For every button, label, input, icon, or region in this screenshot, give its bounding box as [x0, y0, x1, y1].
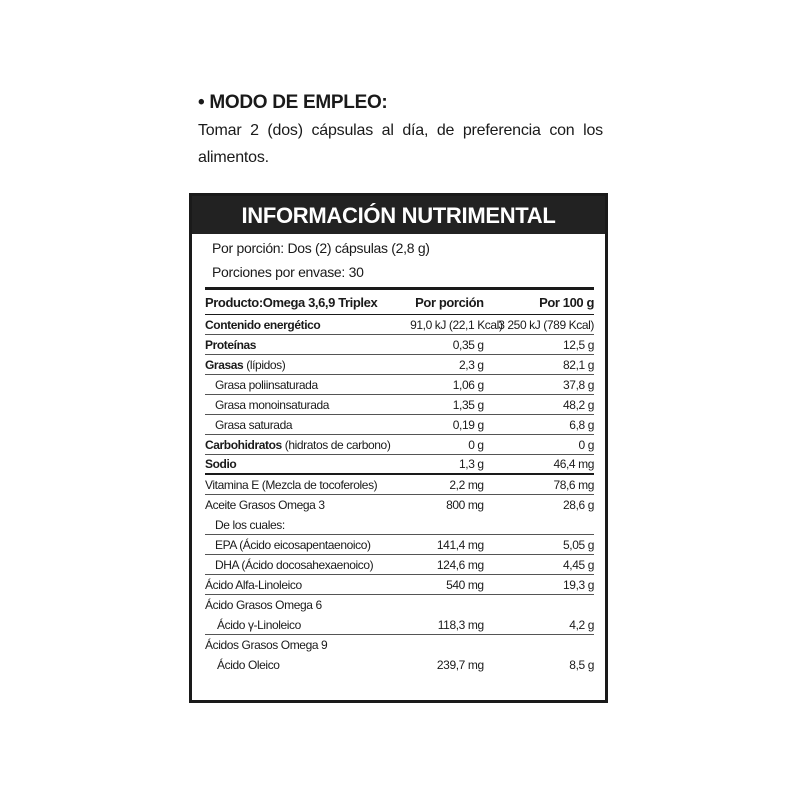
- nutrition-title: INFORMACIÓN NUTRIMENTAL: [192, 196, 605, 234]
- row-per-serving: 2,3 g: [459, 357, 484, 372]
- nutrition-table: [205, 290, 594, 675]
- row-omega-9: [205, 635, 594, 655]
- row-label: Vitamina E (Mezcla de tocoferoles): [205, 477, 378, 492]
- servings-per-container: Porciones por envase: 30: [212, 264, 364, 280]
- row-label: De los cuales:: [215, 517, 285, 532]
- row-per-serving: 124,6 mg: [436, 557, 484, 572]
- row-label-main: Carbohidratos: [205, 437, 282, 452]
- row-label-main: Grasas: [205, 357, 244, 372]
- row-per-100g: 82,1 g: [563, 357, 594, 372]
- row-dha: [205, 555, 594, 575]
- row-label: Ácidos Grasos Omega 9: [205, 638, 328, 652]
- row-saturated: [205, 415, 594, 435]
- row-label: Ácido Alfa-Linoleico: [205, 577, 302, 592]
- row-label: Sodio: [205, 457, 237, 471]
- usage-heading: • MODO DE EMPLEO:: [198, 92, 388, 113]
- row-per-serving: 1,06 g: [452, 377, 484, 392]
- row-per-serving: 2,2 mg: [449, 477, 484, 492]
- row-per-100g: 46,4 mg: [553, 457, 594, 471]
- row-label: Proteínas: [205, 337, 257, 352]
- row-per-serving: 540 mg: [446, 577, 484, 592]
- row-per-100g: 28,6 g: [563, 498, 594, 512]
- row-polyunsaturated: [205, 375, 594, 395]
- row-per-100g: 4,45 g: [563, 557, 594, 572]
- serving-size: Por porción: Dos (2) cápsulas (2,8 g): [212, 240, 430, 256]
- row-per-serving: 0,19 g: [452, 417, 484, 432]
- row-per-100g: 12,5 g: [563, 337, 594, 352]
- row-per-serving: 141,4 mg: [436, 537, 484, 552]
- row-carbohydrates: [205, 435, 594, 455]
- col-per-100g: Por 100 g: [539, 294, 594, 310]
- row-per-100g: 19,3 g: [563, 577, 594, 592]
- row-per-serving: 1,3 g: [459, 457, 484, 471]
- row-alpha-linoleic: [205, 575, 594, 595]
- row-gamma-linoleic: [205, 615, 594, 635]
- table-header: [205, 290, 594, 315]
- row-per-100g: 6,8 g: [569, 417, 594, 432]
- row-label: Ácido Grasos Omega 6: [205, 598, 322, 612]
- row-label: Grasa monoinsaturada: [215, 397, 330, 412]
- row-per-100g: 0 g: [578, 437, 594, 452]
- row-fats: [205, 355, 594, 375]
- row-of-which: [205, 515, 594, 535]
- row-label-note: (hidratos de carbono): [281, 437, 391, 452]
- row-vitamin-e: [205, 475, 594, 495]
- row-per-serving: 91,0 kJ (22,1 Kcal): [410, 317, 503, 332]
- row-epa: [205, 535, 594, 555]
- col-product: Producto:Omega 3,6,9 Triplex: [205, 294, 378, 310]
- row-proteins: [205, 335, 594, 355]
- row-label: [205, 355, 411, 375]
- serving-info: [192, 234, 605, 284]
- row-per-serving: 1,35 g: [452, 397, 484, 412]
- row-label: Ácido Oleico: [217, 658, 280, 672]
- row-per-serving: 800 mg: [446, 498, 484, 512]
- row-per-100g: 4,2 g: [569, 617, 594, 632]
- row-per-100g: 37,8 g: [563, 377, 594, 392]
- row-label: Ácido γ-Linoleico: [217, 617, 301, 632]
- row-label: Aceite Grasos Omega 3: [205, 498, 325, 512]
- nutrition-panel: [189, 193, 608, 703]
- row-energy: [205, 315, 594, 335]
- row-per-100g: 78,6 mg: [553, 477, 594, 492]
- row-label: Contenido energético: [205, 317, 321, 332]
- row-label: DHA (Ácido docosahexaenoico): [215, 557, 374, 572]
- row-label: Grasa saturada: [215, 417, 293, 432]
- row-per-serving: 118,3 mg: [437, 617, 484, 632]
- row-monounsaturated: [205, 395, 594, 415]
- row-per-100g: 5,05 g: [563, 537, 594, 552]
- row-label: EPA (Ácido eicosapentaenoico): [215, 537, 371, 552]
- row-omega-3: [205, 495, 594, 515]
- row-oleic: [205, 655, 594, 675]
- row-per-serving: 0,35 g: [452, 337, 484, 352]
- row-per-serving: 0 g: [468, 437, 484, 452]
- row-per-100g: 8,5 g: [569, 658, 594, 672]
- usage-section: [198, 92, 603, 171]
- row-label: Grasa poliinsaturada: [215, 377, 318, 392]
- row-per-serving: 239,7 mg: [436, 658, 484, 672]
- usage-text: Tomar 2 (dos) cápsulas al día, de preferencia con los alimentos.: [198, 122, 603, 166]
- col-per-serving: Por porción: [415, 294, 484, 310]
- row-per-100g: 48,2 g: [563, 397, 594, 412]
- row-sodium: [205, 455, 594, 475]
- row-label: [205, 435, 411, 455]
- row-label-note: (lípidos): [243, 357, 286, 372]
- row-omega-6: [205, 595, 594, 615]
- row-per-100g: 3 250 kJ (789 Kcal): [498, 317, 594, 332]
